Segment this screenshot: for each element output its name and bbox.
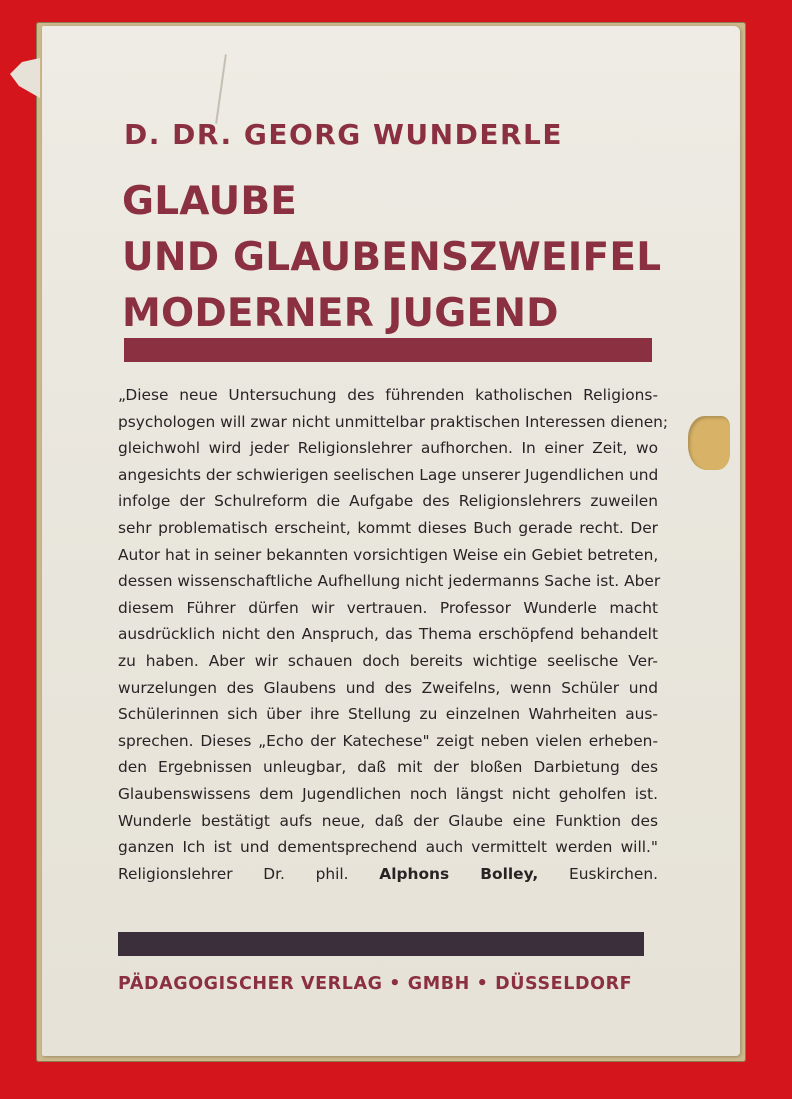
blurb-line: sehr problematisch erscheint, kommt dieses Buch gerade recht. Der (118, 518, 658, 537)
blurb-line: Schülerinnen sich über ihre Stellung zu einzelnen Wahrheiten aus- (118, 705, 658, 724)
blurb-line: Autor hat in seiner bekannten vorsichtigen Weise ein Gebiet betreten, (118, 545, 659, 564)
blurb-line: sprechen. Dieses „Echo der Katechese" zeigt neben vielen erheben- (118, 731, 658, 750)
blurb-line: Wunderle bestätigt aufs neue, daß der Glaube eine Funktion des (118, 811, 658, 830)
torn-hole (688, 416, 730, 470)
blurb-line: Glaubenswissens dem Jugendlichen noch längst nicht geholfen ist. (118, 784, 658, 803)
title-line: UND GLAUBENSZWEIFEL (122, 235, 662, 280)
blurb-line: infolge der Schulreform die Aufgabe des Religionslehrers zuweilen (118, 492, 658, 511)
blurb-line: zu haben. Aber wir schauen doch bereits wichtige seelische Ver- (118, 651, 658, 670)
bottom-divider-bar (118, 932, 644, 956)
blurb-line: „Diese neue Untersuchung des führenden katholischen Religions- (118, 386, 658, 404)
publisher-line: PÄDAGOGISCHER VERLAG • GMBH • DÜSSELDORF (118, 974, 633, 994)
author-name: D. DR. GEORG WUNDERLE (124, 118, 563, 151)
blurb-text (118, 382, 669, 887)
torn-corner (10, 58, 40, 98)
attribution-name: Alphons Bolley, (379, 864, 539, 883)
blurb-line: ausdrücklich nicht den Anspruch, das Thema erschöpfend behandelt (118, 625, 658, 644)
paper-crease (215, 54, 227, 124)
attribution-prefix: Religionslehrer Dr. phil. (118, 864, 349, 883)
blurb-line: ganzen Ich ist und dementsprechend auch vermittelt werden will." (118, 838, 658, 857)
blurb-line: diesem Führer dürfen wir vertrauen. Professor Wunderle macht (118, 598, 658, 617)
blurb-line: angesichts der schwierigen seelischen Lage unserer Jugendlichen und (118, 465, 659, 484)
blurb-line: den Ergebnissen unleugbar, daß mit der bloßen Darbietung des (118, 758, 658, 777)
top-divider-bar (124, 338, 652, 362)
blurb-line: wurzelungen des Glaubens und des Zweifelns, wenn Schüler und (118, 678, 658, 697)
blurb-line: psychologen will zwar nicht unmittelbar praktischen Interessen dienen; (118, 412, 669, 431)
blurb-line: dessen wissenschaftliche Aufhellung nicht jedermanns Sache ist. Aber (118, 572, 661, 591)
attribution-place: Euskirchen. (568, 864, 658, 883)
title-line: GLAUBE (122, 179, 298, 224)
attribution-line (118, 861, 658, 888)
blurb-line: gleichwohl wird jeder Religionslehrer aufhorchen. In einer Zeit, wo (118, 439, 658, 458)
title-line: MODERNER JUGEND (122, 291, 559, 336)
book-title (122, 174, 661, 342)
